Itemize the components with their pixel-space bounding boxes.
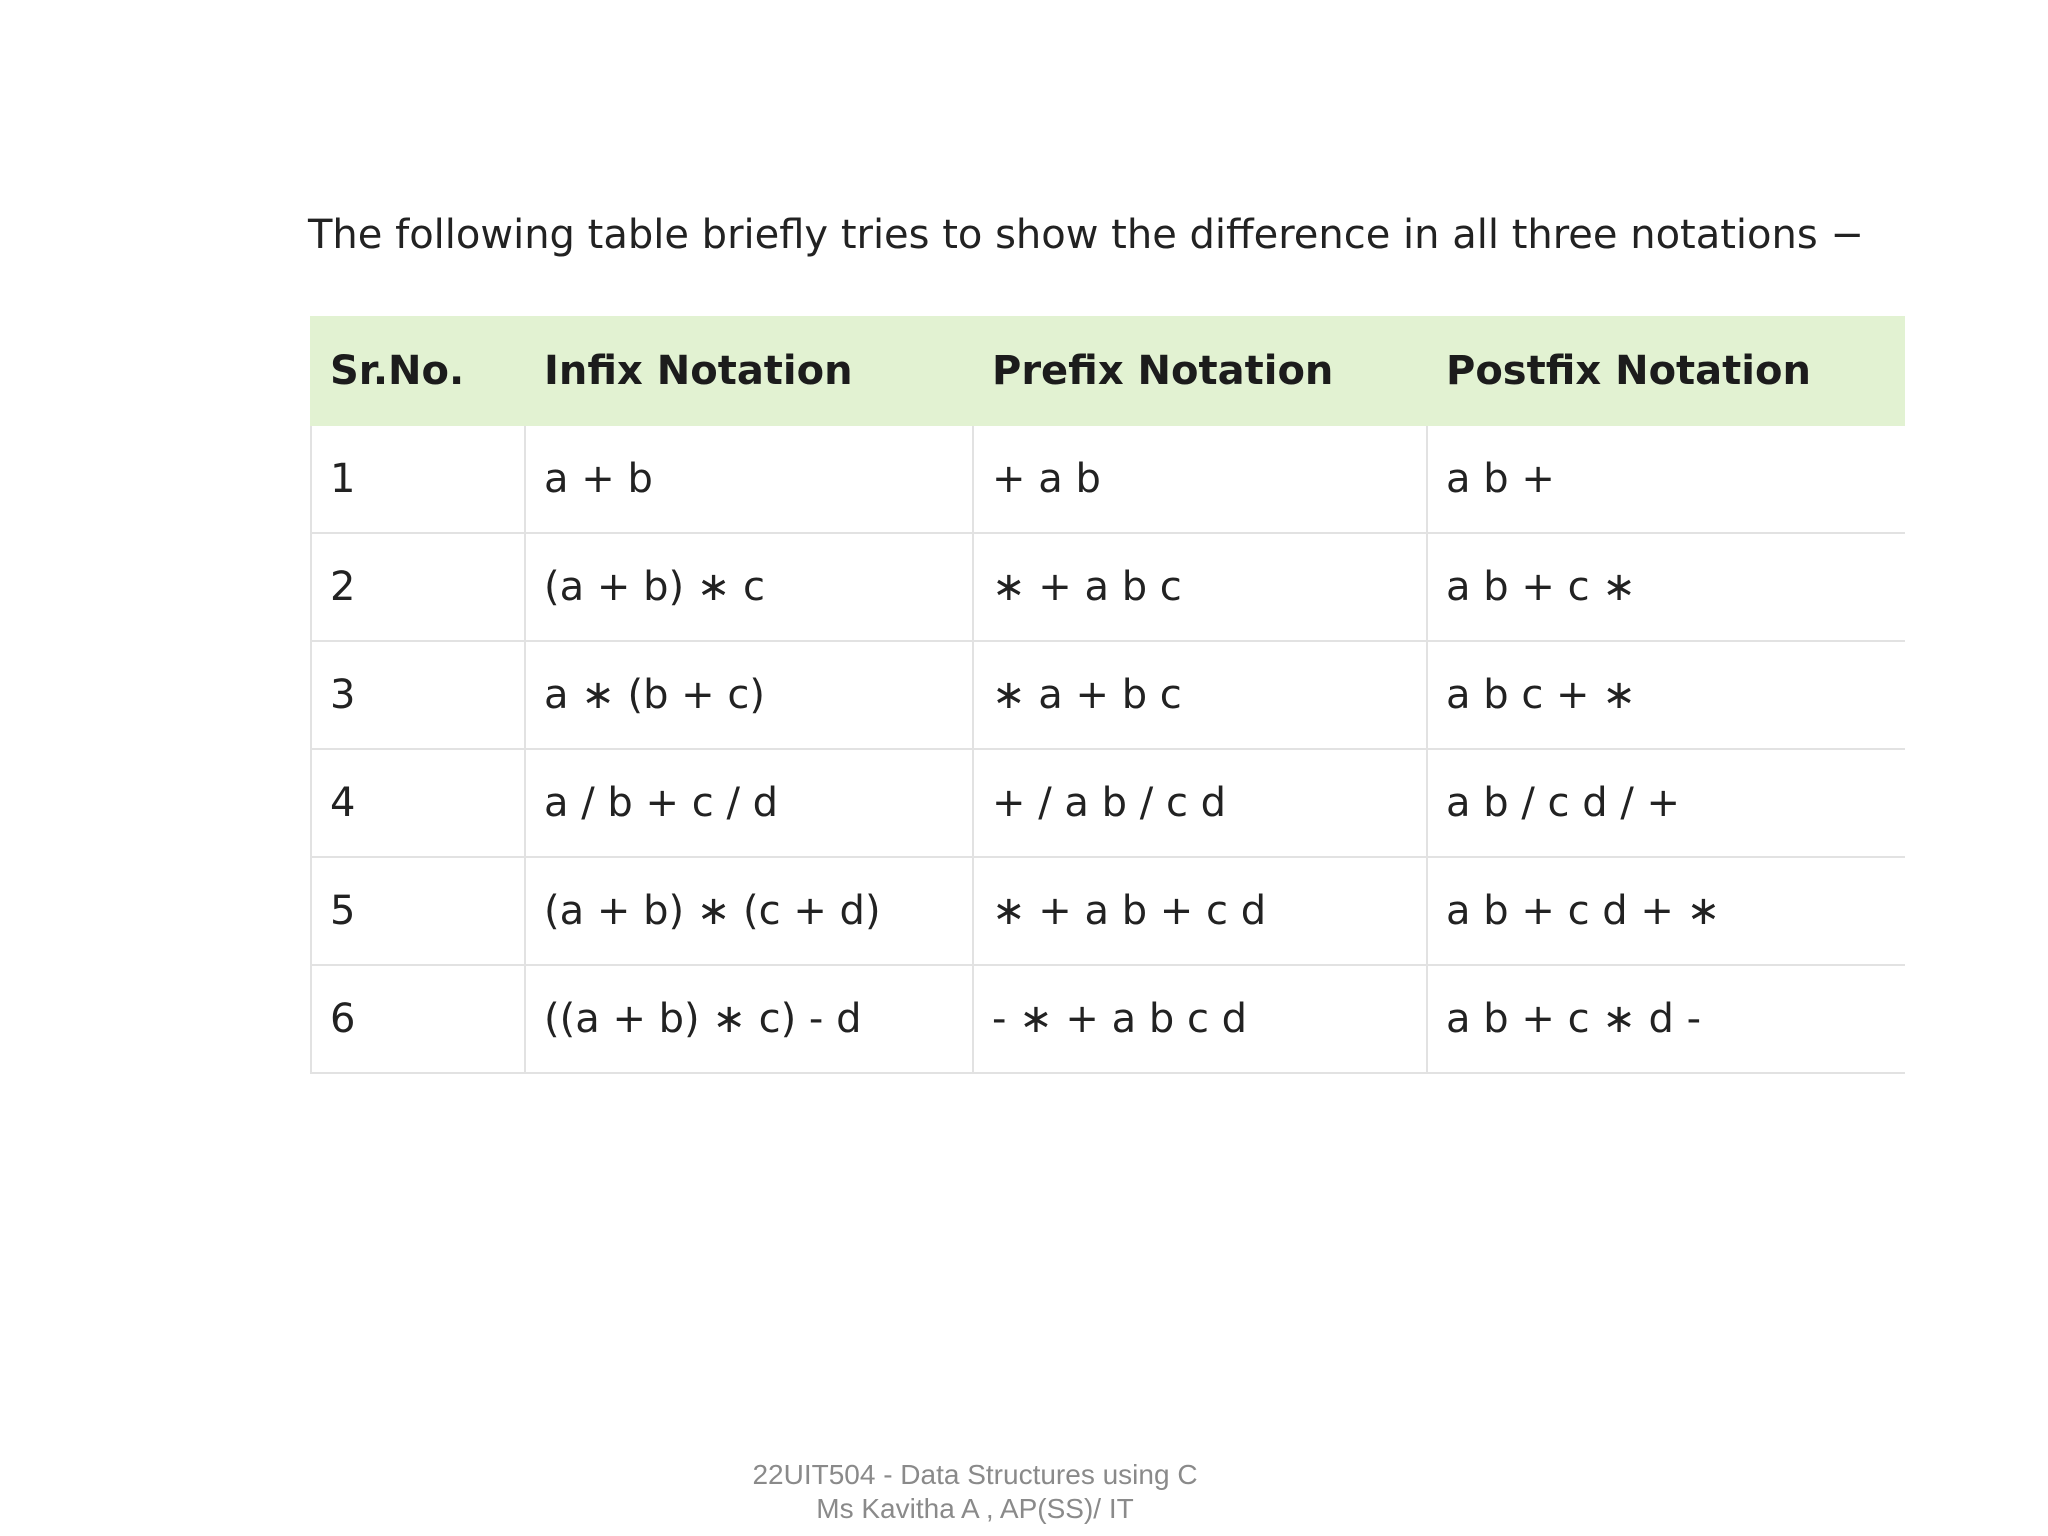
cell-prefix: + / a b / c d [973,749,1427,857]
cell-prefix: ∗ a + b c [973,641,1427,749]
footer-author: Ms Kavitha A , AP(SS)/ IT [816,1493,1134,1524]
cell-prefix: - ∗ + a b c d [973,965,1427,1073]
cell-postfix: a b + [1427,425,1905,533]
cell-infix: ((a + b) ∗ c) - d [525,965,973,1073]
cell-infix: (a + b) ∗ (c + d) [525,857,973,965]
cell-sr-no: 5 [311,857,525,965]
cell-postfix: a b c + ∗ [1427,641,1905,749]
cell-sr-no: 3 [311,641,525,749]
intro-text: The following table briefly tries to show the difference in all three notations − [308,212,1864,258]
table-row [311,641,1905,749]
table-row [311,965,1905,1073]
cell-infix: a + b [525,425,973,533]
cell-postfix: a b / c d / + [1427,749,1905,857]
header-prefix: Prefix Notation [973,317,1427,425]
cell-prefix: ∗ + a b c [973,533,1427,641]
cell-sr-no: 2 [311,533,525,641]
cell-infix: (a + b) ∗ c [525,533,973,641]
table-row [311,749,1905,857]
cell-infix: a ∗ (b + c) [525,641,973,749]
notation-table [310,316,1905,1074]
cell-postfix: a b + c d + ∗ [1427,857,1905,965]
cell-postfix: a b + c ∗ [1427,533,1905,641]
cell-sr-no: 4 [311,749,525,857]
header-sr-no: Sr.No. [311,317,525,425]
cell-sr-no: 1 [311,425,525,533]
cell-prefix: ∗ + a b + c d [973,857,1427,965]
table-row [311,425,1905,533]
cell-prefix: + a b [973,425,1427,533]
cell-postfix: a b + c ∗ d - [1427,965,1905,1073]
header-infix: Infix Notation [525,317,973,425]
cell-infix: a / b + c / d [525,749,973,857]
table-row [311,533,1905,641]
cell-sr-no: 6 [311,965,525,1073]
table-header-row [311,317,1905,425]
header-postfix: Postfix Notation [1427,317,1905,425]
table-row [311,857,1905,965]
footer-course: 22UIT504 - Data Structures using C [752,1459,1198,1490]
